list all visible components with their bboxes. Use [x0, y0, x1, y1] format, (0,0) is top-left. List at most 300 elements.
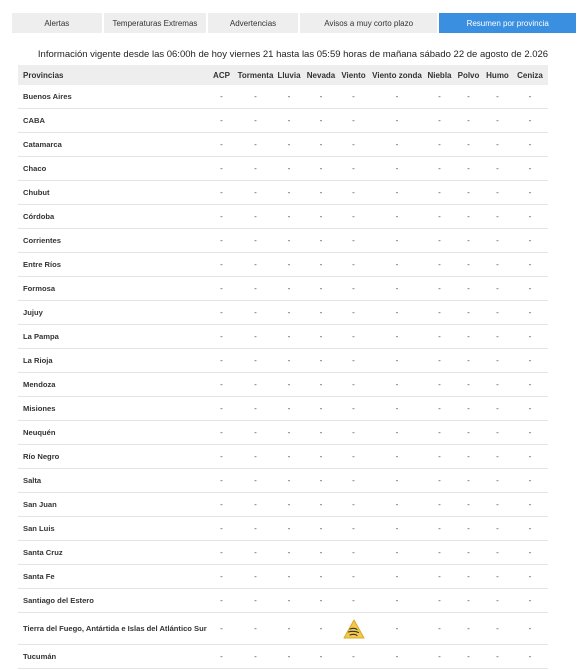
cell-value: -	[352, 428, 355, 437]
cell-value: -	[438, 188, 441, 197]
cell-value: -	[254, 428, 257, 437]
cell-value: -	[467, 116, 470, 125]
cell-value: -	[352, 284, 355, 293]
cell-value: -	[395, 116, 399, 125]
cell-value: -	[287, 624, 291, 633]
cell-value: -	[395, 92, 399, 101]
cell-value: -	[319, 452, 323, 461]
cell-value: -	[438, 476, 441, 485]
cell-value: -	[438, 380, 441, 389]
cell-value: -	[287, 284, 291, 293]
cell-value: -	[319, 524, 323, 533]
validity-info-text: Información vigente desde las 06:00h de hoy viernes 21 hasta las 05:59 horas de mañana sábado 22 de agosto de 2.026	[37, 49, 549, 60]
province-name: San Juan	[23, 500, 57, 509]
cell-value: -	[254, 332, 257, 341]
province-name: CABA	[23, 116, 45, 125]
cell-value: -	[467, 236, 470, 245]
cell-value: -	[395, 380, 399, 389]
cell-value: -	[467, 596, 470, 605]
cell-value: -	[254, 92, 257, 101]
cell-value: -	[528, 260, 532, 269]
cell-value: -	[287, 332, 291, 341]
cell-value: -	[438, 548, 441, 557]
cell-value: -	[438, 164, 441, 173]
cell-value: -	[438, 572, 441, 581]
cell-value: -	[467, 476, 470, 485]
cell-value: -	[395, 332, 399, 341]
cell-value: -	[319, 92, 323, 101]
province-name: Salta	[23, 476, 42, 485]
cell-value: -	[319, 140, 323, 149]
cell-value: -	[287, 188, 291, 197]
table-row	[18, 373, 548, 397]
table-row	[18, 469, 548, 493]
cell-value: -	[220, 652, 223, 661]
cell-value: -	[254, 260, 257, 269]
cell-value: -	[467, 164, 470, 173]
cell-value: -	[352, 652, 355, 661]
table-row	[18, 85, 548, 109]
cell-value: -	[528, 524, 532, 533]
cell-value: -	[496, 476, 499, 485]
province-name: Tierra del Fuego, Antártida e Islas del Atlántico Sur	[23, 624, 207, 633]
cell-value: -	[496, 164, 499, 173]
cell-value: -	[395, 476, 399, 485]
cell-value: -	[220, 500, 223, 509]
cell-value: -	[220, 596, 223, 605]
cell-value: -	[467, 188, 470, 197]
cell-value: -	[352, 596, 355, 605]
table-row	[18, 205, 548, 229]
cell-value: -	[220, 164, 223, 173]
table-row	[18, 445, 548, 469]
cell-value: -	[287, 140, 291, 149]
cell-value: -	[395, 524, 399, 533]
province-name: San Luis	[23, 524, 55, 533]
cell-value: -	[254, 140, 257, 149]
cell-value: -	[319, 596, 323, 605]
cell-value: -	[287, 308, 291, 317]
cell-value: -	[438, 452, 441, 461]
cell-value: -	[528, 404, 532, 413]
cell-value: -	[319, 164, 323, 173]
cell-value: -	[254, 164, 257, 173]
table-row	[18, 541, 548, 565]
cell-value: -	[467, 428, 470, 437]
cell-value: -	[467, 260, 470, 269]
cell-value: -	[254, 356, 257, 365]
table-row	[18, 613, 548, 645]
cell-value: -	[528, 116, 532, 125]
cell-value: -	[220, 380, 223, 389]
cell-value: -	[528, 380, 532, 389]
cell-value: -	[395, 548, 399, 557]
cell-value: -	[319, 284, 323, 293]
cell-value: -	[220, 116, 223, 125]
cell-value: -	[319, 404, 323, 413]
cell-value: -	[528, 652, 532, 661]
cell-value: -	[496, 236, 499, 245]
table-row	[18, 181, 548, 205]
cell-value: -	[496, 596, 499, 605]
cell-value: -	[528, 188, 532, 197]
header-tormenta: Tormenta	[237, 70, 274, 80]
cell-value: -	[287, 500, 291, 509]
table-row	[18, 277, 548, 301]
cell-value: -	[319, 212, 323, 221]
cell-value: -	[467, 452, 470, 461]
cell-value: -	[467, 572, 470, 581]
cell-value: -	[467, 380, 470, 389]
province-name: Chaco	[23, 164, 47, 173]
cell-value: -	[287, 452, 291, 461]
cell-value: -	[467, 404, 470, 413]
cell-value: -	[467, 624, 470, 633]
province-name: Entre Ríos	[23, 260, 61, 269]
table-row	[18, 397, 548, 421]
cell-value: -	[496, 548, 499, 557]
table-row	[18, 253, 548, 277]
cell-value: -	[467, 140, 470, 149]
tab-alertas[interactable]: Alertas	[12, 13, 102, 33]
cell-value: -	[287, 572, 291, 581]
cell-value: -	[496, 380, 499, 389]
cell-value: -	[395, 212, 399, 221]
cell-value: -	[287, 428, 291, 437]
cell-value: -	[496, 572, 499, 581]
cell-value: -	[319, 308, 323, 317]
cell-value: -	[287, 476, 291, 485]
cell-value: -	[528, 164, 532, 173]
cell-value: -	[254, 116, 257, 125]
cell-value: -	[352, 380, 355, 389]
cell-value: -	[438, 524, 441, 533]
province-name: Río Negro	[23, 452, 60, 461]
tab-resumen-por-provincia[interactable]: Resumen por provincia	[439, 13, 576, 33]
cell-value: -	[352, 116, 355, 125]
province-name: Chubut	[23, 188, 50, 197]
cell-value: -	[528, 548, 532, 557]
cell-value: -	[352, 140, 355, 149]
table-row	[18, 325, 548, 349]
cell-value: -	[395, 624, 399, 633]
province-name: Catamarca	[23, 140, 62, 149]
cell-value: -	[395, 652, 399, 661]
cell-value: -	[528, 476, 532, 485]
cell-value: -	[395, 428, 399, 437]
cell-value: -	[319, 236, 323, 245]
cell-value: -	[220, 332, 223, 341]
cell-value: -	[254, 624, 257, 633]
cell-value: -	[496, 92, 499, 101]
province-name: La Pampa	[23, 332, 59, 341]
cell-value: -	[438, 624, 441, 633]
cell-value: -	[352, 476, 355, 485]
table-row	[18, 421, 548, 445]
cell-value: -	[220, 308, 223, 317]
cell-value: -	[395, 308, 399, 317]
cell-value: -	[352, 92, 355, 101]
cell-value: -	[528, 624, 532, 633]
cell-value: -	[528, 572, 532, 581]
province-name: Córdoba	[23, 212, 55, 221]
cell-value: -	[467, 652, 470, 661]
cell-value: -	[220, 476, 223, 485]
cell-value: -	[395, 356, 399, 365]
cell-value: -	[254, 236, 257, 245]
cell-value: -	[254, 652, 257, 661]
cell-value: -	[395, 452, 399, 461]
cell-value: -	[287, 260, 291, 269]
cell-value: -	[287, 380, 291, 389]
cell-value: -	[254, 596, 257, 605]
tab-temperaturas-extremas[interactable]: Temperaturas Extremas	[104, 13, 206, 33]
table-row	[18, 301, 548, 325]
cell-value: -	[352, 572, 355, 581]
cell-value: -	[352, 260, 355, 269]
cell-value: -	[528, 428, 532, 437]
header-acp: ACP	[213, 70, 230, 80]
cell-value: -	[528, 500, 532, 509]
cell-value: -	[287, 212, 291, 221]
cell-value: -	[496, 652, 499, 661]
cell-value: -	[319, 548, 323, 557]
cell-value: -	[395, 236, 399, 245]
cell-value: -	[254, 524, 257, 533]
cell-value: -	[496, 188, 499, 197]
cell-value: -	[319, 652, 323, 661]
province-name: Buenos Aires	[23, 92, 72, 101]
table-row	[18, 589, 548, 613]
cell-value: -	[528, 332, 532, 341]
cell-value: -	[467, 356, 470, 365]
cell-value: -	[319, 476, 323, 485]
cell-value: -	[319, 380, 323, 389]
cell-value: -	[352, 308, 355, 317]
cell-value: -	[220, 236, 223, 245]
header-humo: Humo	[486, 70, 509, 80]
cell-value: -	[496, 500, 499, 509]
province-summary-table	[18, 65, 548, 669]
table-row	[18, 133, 548, 157]
cell-value: -	[352, 164, 355, 173]
cell-value: -	[496, 452, 499, 461]
cell-value: -	[319, 116, 323, 125]
province-name: Santa Fe	[23, 572, 55, 581]
cell-value: -	[438, 356, 441, 365]
cell-value: -	[438, 236, 441, 245]
cell-value: -	[319, 356, 323, 365]
cell-value: -	[438, 212, 441, 221]
province-name: Neuquén	[23, 428, 56, 437]
cell-value: -	[254, 380, 257, 389]
cell-value: -	[496, 404, 499, 413]
cell-value: -	[395, 500, 399, 509]
cell-value: -	[528, 284, 532, 293]
cell-value: -	[528, 236, 532, 245]
cell-value: -	[254, 476, 257, 485]
cell-value: -	[352, 452, 355, 461]
cell-value: -	[287, 548, 291, 557]
cell-value: -	[395, 596, 399, 605]
cell-value: -	[438, 500, 441, 509]
table-row	[18, 349, 548, 373]
cell-value: -	[438, 596, 441, 605]
table-row	[18, 229, 548, 253]
cell-value: -	[352, 548, 355, 557]
cell-value: -	[220, 140, 223, 149]
cell-value: -	[496, 212, 499, 221]
cell-value: -	[496, 284, 499, 293]
cell-value: -	[220, 452, 223, 461]
cell-value: -	[352, 404, 355, 413]
header-viento: Viento	[341, 70, 366, 80]
cell-value: -	[220, 92, 223, 101]
province-name: Jujuy	[23, 308, 43, 317]
cell-value: -	[352, 500, 355, 509]
cell-value: -	[496, 428, 499, 437]
cell-value: -	[395, 572, 399, 581]
cell-value: -	[438, 332, 441, 341]
wind-warning-icon[interactable]	[338, 613, 369, 644]
cell-value: -	[467, 92, 470, 101]
tab-advertencias[interactable]: Advertencias	[208, 13, 298, 33]
cell-value: -	[254, 572, 257, 581]
cell-value: -	[352, 188, 355, 197]
cell-value: -	[287, 404, 291, 413]
cell-value: -	[467, 308, 470, 317]
province-name: Mendoza	[23, 380, 56, 389]
cell-value: -	[467, 212, 470, 221]
cell-value: -	[352, 332, 355, 341]
cell-value: -	[528, 212, 532, 221]
cell-value: -	[496, 140, 499, 149]
cell-value: -	[319, 332, 323, 341]
header-viento-zonda: Viento zonda	[372, 70, 422, 80]
cell-value: -	[438, 116, 441, 125]
cell-value: -	[254, 404, 257, 413]
cell-value: -	[287, 116, 291, 125]
cell-value: -	[287, 596, 291, 605]
cell-value: -	[528, 596, 532, 605]
cell-value: -	[496, 624, 499, 633]
cell-value: -	[528, 140, 532, 149]
province-name: Formosa	[23, 284, 56, 293]
cell-value: -	[220, 356, 223, 365]
cell-value: -	[438, 260, 441, 269]
cell-value: -	[395, 140, 399, 149]
table-row	[18, 645, 548, 669]
cell-value: -	[220, 404, 223, 413]
cell-value: -	[528, 92, 532, 101]
header-nevada: Nevada	[306, 70, 336, 80]
province-name: Santiago del Estero	[23, 596, 94, 605]
cell-value: -	[438, 284, 441, 293]
cell-value: -	[220, 284, 223, 293]
cell-value: -	[254, 212, 257, 221]
cell-value: -	[395, 188, 399, 197]
cell-value: -	[254, 548, 257, 557]
cell-value: -	[220, 260, 223, 269]
cell-value: -	[467, 284, 470, 293]
header-ceniza: Ceniza	[517, 70, 543, 80]
cell-value: -	[395, 164, 399, 173]
wind-warning-icon[interactable]	[343, 619, 365, 639]
cell-value: -	[496, 356, 499, 365]
table-row	[18, 109, 548, 133]
cell-value: -	[319, 428, 323, 437]
cell-value: -	[254, 500, 257, 509]
header-lluvia: Lluvia	[277, 70, 301, 80]
cell-value: -	[220, 524, 223, 533]
cell-value: -	[319, 500, 323, 509]
cell-value: -	[352, 212, 355, 221]
cell-value: -	[254, 308, 257, 317]
cell-value: -	[220, 572, 223, 581]
header-provincias: Provincias	[23, 70, 64, 80]
cell-value: -	[352, 524, 355, 533]
cell-value: -	[287, 92, 291, 101]
cell-value: -	[319, 572, 323, 581]
cell-value: -	[467, 524, 470, 533]
cell-value: -	[395, 284, 399, 293]
province-name: Misiones	[23, 404, 56, 413]
cell-value: -	[438, 652, 441, 661]
cell-value: -	[254, 284, 257, 293]
table-body	[18, 85, 548, 669]
cell-value: -	[467, 548, 470, 557]
province-name: La Rioja	[23, 356, 53, 365]
cell-value: -	[220, 548, 223, 557]
cell-value: -	[496, 116, 499, 125]
table-row	[18, 157, 548, 181]
cell-value: -	[254, 452, 257, 461]
cell-value: -	[319, 188, 323, 197]
cell-value: -	[352, 236, 355, 245]
cell-value: -	[319, 624, 323, 633]
table-row	[18, 565, 548, 589]
cell-value: -	[496, 332, 499, 341]
table-row	[18, 493, 548, 517]
cell-value: -	[220, 624, 223, 633]
header-niebla: Niebla	[427, 70, 452, 80]
cell-value: -	[438, 308, 441, 317]
cell-value: -	[287, 356, 291, 365]
cell-value: -	[438, 404, 441, 413]
cell-value: -	[287, 236, 291, 245]
cell-value: -	[467, 500, 470, 509]
province-name: Santa Cruz	[23, 548, 63, 557]
cell-value: -	[220, 212, 223, 221]
cell-value: -	[438, 140, 441, 149]
cell-value: -	[254, 188, 257, 197]
cell-value: -	[287, 164, 291, 173]
cell-value: -	[528, 308, 532, 317]
cell-value: -	[395, 404, 399, 413]
province-name: Corrientes	[23, 236, 61, 245]
cell-value: -	[496, 308, 499, 317]
cell-value: -	[395, 260, 399, 269]
cell-value: -	[496, 260, 499, 269]
tab-avisos-muy-corto-plazo[interactable]: Avisos a muy corto plazo	[300, 13, 438, 33]
table-row	[18, 517, 548, 541]
cell-value: -	[319, 260, 323, 269]
cell-value: -	[438, 92, 441, 101]
cell-value: -	[220, 188, 223, 197]
cell-value: -	[528, 452, 532, 461]
cell-value: -	[287, 652, 291, 661]
cell-value: -	[438, 428, 441, 437]
